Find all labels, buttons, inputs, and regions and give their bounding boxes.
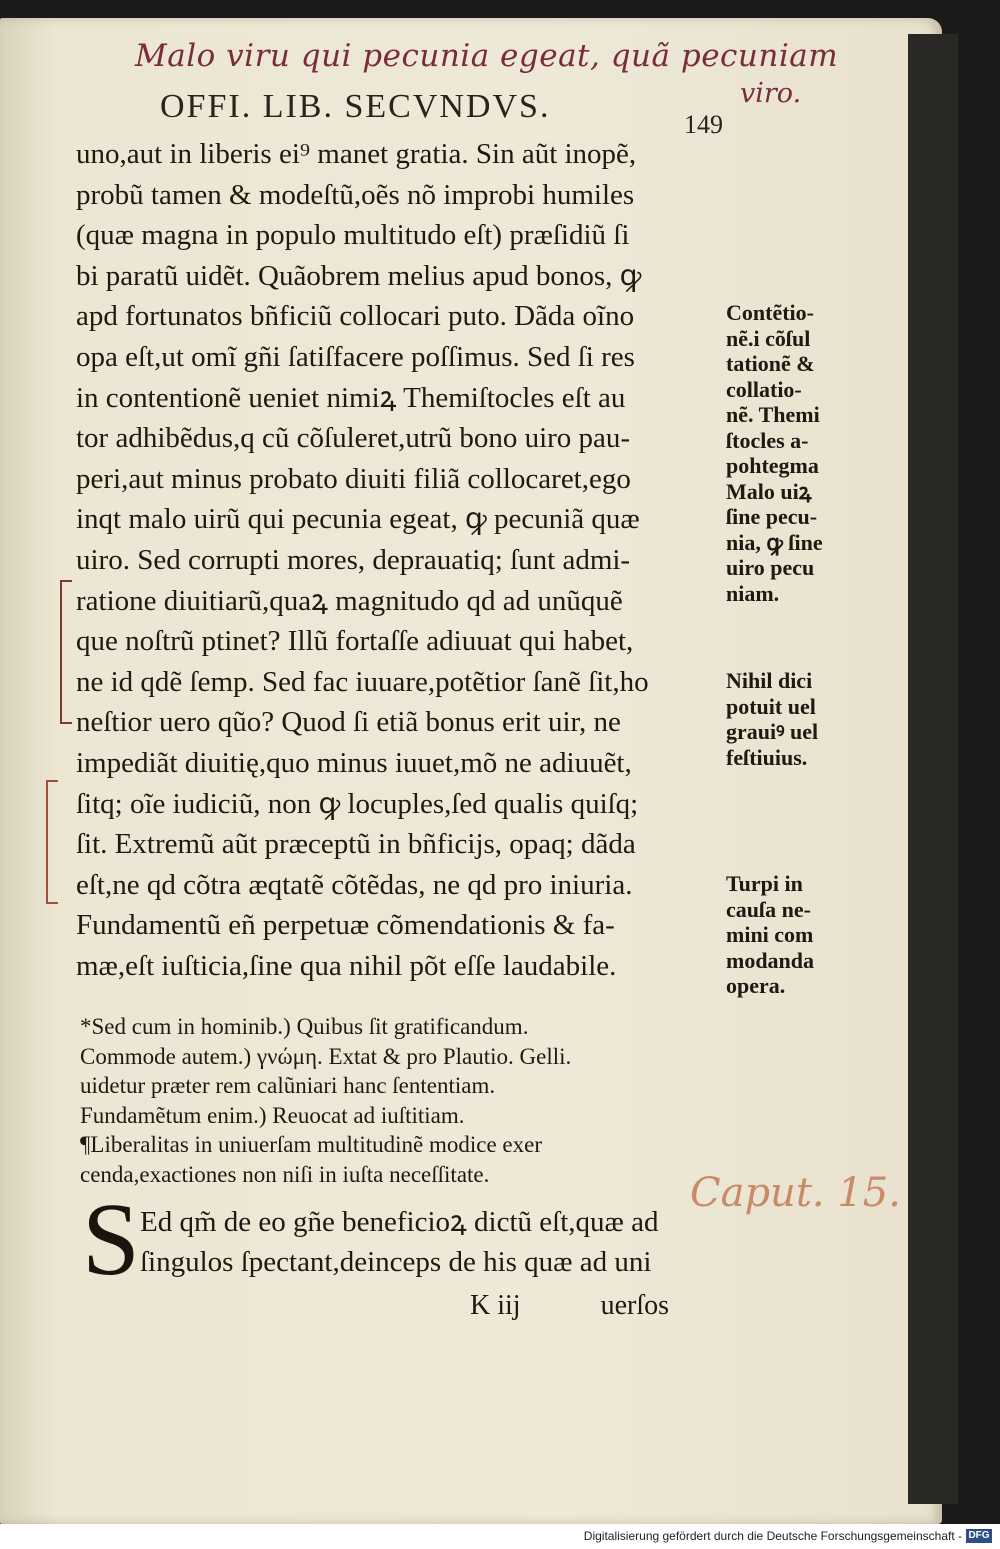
margin-note-line: grauiꝰ uel bbox=[726, 719, 819, 744]
text-line: que noſtrũ ptinet? Illũ fortaſſe adiuuat qui habet, bbox=[76, 625, 634, 658]
text-line: ſit. Extremũ aũt præceptũ in bñficijs, opaq; dãda bbox=[76, 828, 636, 861]
margin-note-line: ſtocles a- bbox=[726, 427, 809, 453]
margin-note-line: ſine pecu- bbox=[726, 504, 818, 529]
note-line: *Sed cum in hominib.) Quibus ſit gratificandum. bbox=[80, 1014, 529, 1039]
margin-note-line: nẽ. Themi bbox=[726, 402, 820, 427]
text-line: in contentionẽ ueniet nimiꝝ Themiſtocles eſt au bbox=[76, 381, 626, 414]
text-line: opa eſt,ut omĩ gñi ſatiſfacere poſſimus. Sed ſi res bbox=[76, 340, 635, 373]
note-line: ¶Liberalitas in uniuerſam multitudinẽ modice exer bbox=[80, 1132, 542, 1157]
text-line: bi paratũ uidẽt. Quãobrem melius apud bonos, ꝙ bbox=[76, 259, 642, 292]
note-line: Fundamẽtum enim.) Reuocat ad iuſtitiam. bbox=[80, 1102, 465, 1128]
ink-bracket-mark bbox=[60, 580, 72, 724]
text-line: uiro. Sed corrupti mores, deprauatiq; ſunt admi- bbox=[76, 543, 631, 576]
text-line: apd fortunatos bñficiũ collocari puto. Dãda oĩno bbox=[76, 300, 635, 333]
handwritten-chapter-note: Caput. 15. bbox=[690, 1170, 901, 1216]
margin-note-line: potuit uel bbox=[726, 693, 816, 719]
signature-mark: K iij bbox=[470, 1290, 521, 1321]
text-line: Fundamentũ eñ perpetuæ cõmendationis & fa- bbox=[76, 909, 615, 942]
signature-line bbox=[470, 1290, 669, 1322]
text-line: tor adhibẽdus,q cũ cõſuleret,utrũ bono uiro pau- bbox=[76, 422, 631, 455]
margin-note-line: feſtiuius. bbox=[726, 744, 808, 770]
ink-bracket-mark bbox=[46, 780, 58, 904]
text-line: Ed qm̃ de eo gñe beneficioꝝ dictũ eſt,quæ ad bbox=[140, 1206, 659, 1238]
text-line: ratione diuitiarũ,quaꝝ magnitudo qd ad unũquẽ bbox=[76, 584, 623, 617]
note-line: Commode autem.) γνώμη. Extat & pro Plautio. Gelli. bbox=[80, 1043, 572, 1069]
margin-note-1 bbox=[726, 300, 856, 606]
text-line: inqt malo uirũ qui pecunia egeat, ꝙ pecuniã quæ bbox=[76, 503, 640, 536]
commentary-notes bbox=[80, 1012, 730, 1189]
margin-note-line: modanda bbox=[726, 947, 815, 973]
margin-note-line: Turpi in bbox=[726, 871, 803, 896]
margin-note-line: tationẽ & bbox=[726, 351, 815, 376]
margin-note-line: collatio- bbox=[726, 376, 802, 402]
drop-capital: S bbox=[82, 1182, 140, 1297]
catchword: uerſos bbox=[600, 1290, 669, 1321]
margin-note-line: opera. bbox=[726, 973, 786, 998]
dfg-logo-icon: DFG bbox=[966, 1529, 992, 1543]
next-section-text bbox=[140, 1202, 740, 1282]
text-line: eſt,ne qd cõtra æqtatẽ cõtẽdas, ne qd pro iniuria. bbox=[76, 868, 633, 901]
text-line: impediãt diuitię,quo minus iuuet,mõ ne adiuuẽt, bbox=[76, 746, 632, 779]
text-line: mæ,eſt iuſticia,ſine qua nihil põt eſſe laudabile. bbox=[76, 949, 617, 982]
margin-note-line: Contẽtio- bbox=[726, 300, 814, 325]
footer-credit: Digitalisierung gefördert durch die Deutsche Forschungsgemeinschaft - bbox=[583, 1529, 962, 1543]
margin-note-line: niam. bbox=[726, 580, 780, 606]
note-line: uidetur præter rem calũniari hanc ſententiam. bbox=[80, 1073, 496, 1098]
handwritten-annotation-top-continuation: viro. bbox=[740, 78, 802, 109]
text-line: peri,aut minus probato diuiti filiã collocaret,ego bbox=[76, 462, 631, 495]
digitization-footer bbox=[0, 1524, 1000, 1549]
margin-note-3 bbox=[726, 871, 856, 999]
margin-note-line: cauſa ne- bbox=[726, 896, 811, 922]
note-line: cenda,exactiones non niſi in iuſta neceſſitate. bbox=[80, 1161, 490, 1187]
text-line: (quæ magna in populo multitudo eſt) præſidiũ ſi bbox=[76, 219, 630, 252]
margin-note-line: Nihil dici bbox=[726, 668, 813, 693]
text-line: probũ tamen & modeſtũ,oẽs nõ improbi humiles bbox=[76, 178, 635, 211]
margin-note-line: mini com bbox=[726, 922, 814, 947]
text-line: uno,aut in liberis ei⁹ manet gratia. Sin aũt inopẽ, bbox=[76, 138, 637, 170]
text-line: ſitq; oĩe iudiciũ, non ꝙ locuples,ſed qualis quiſq; bbox=[76, 787, 639, 820]
margin-note-line: Malo uiꝝ bbox=[726, 478, 812, 504]
margin-note-line: pohtegma bbox=[726, 453, 819, 478]
text-line: ſingulos ſpectant,deinceps de his quæ ad uni bbox=[140, 1246, 652, 1278]
page-edge-shadow bbox=[908, 34, 958, 1504]
folio-number: 149 bbox=[684, 110, 723, 139]
text-line: neſtior uero qũo? Quod ſi etiã bonus erit uir, ne bbox=[76, 706, 621, 739]
text-line: ne id qdẽ ſemp. Sed fac iuuare,potẽtior ſanẽ ſit,ho bbox=[76, 665, 649, 698]
margin-note-2 bbox=[726, 668, 856, 770]
margin-note-line: nia, ꝙ ſine bbox=[726, 529, 823, 555]
running-head: OFFI. LIB. SECVNDVS. bbox=[160, 88, 551, 125]
margin-note-line: nẽ.i cõſul bbox=[726, 325, 811, 351]
margin-note-line: uiro pecu bbox=[726, 555, 815, 580]
handwritten-annotation-top: Malo viru qui pecunia egeat, quã pecuniam bbox=[135, 38, 839, 74]
main-text-block bbox=[76, 134, 726, 986]
